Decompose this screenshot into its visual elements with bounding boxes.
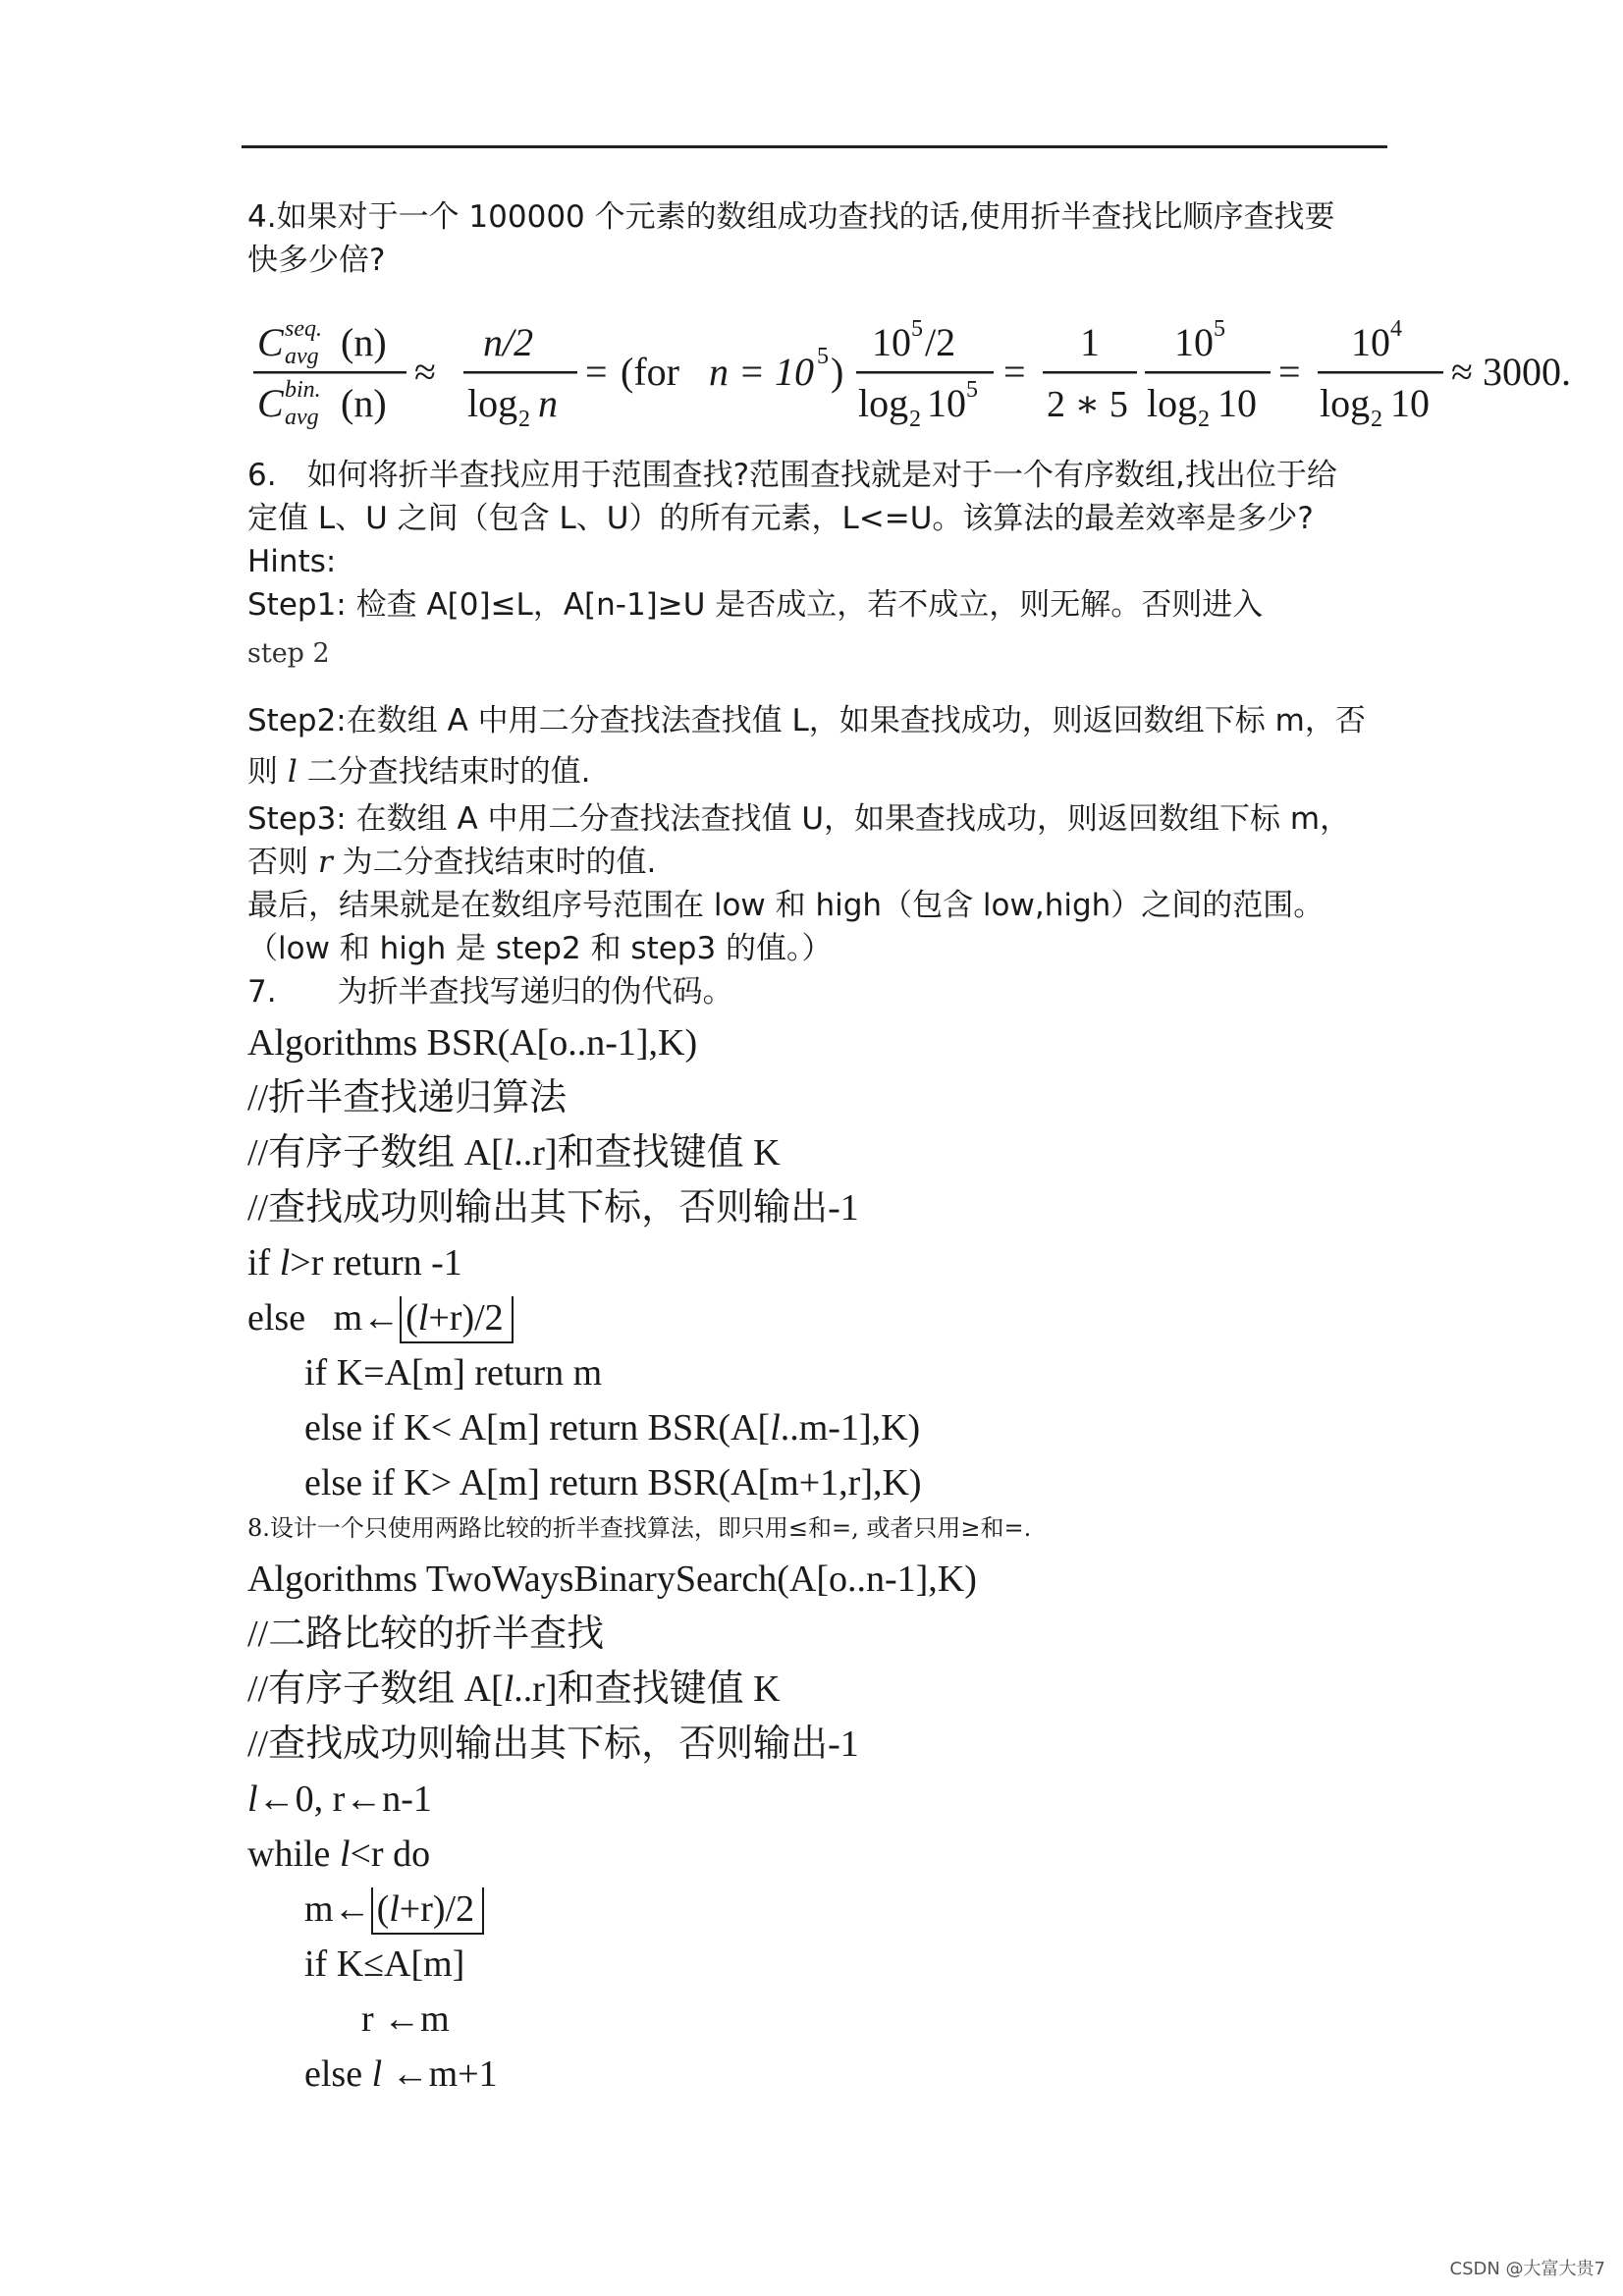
q8-while-l: l	[339, 1833, 351, 1875]
q8-else-pre: else	[304, 2053, 372, 2095]
ten-4: 10	[1217, 381, 1257, 425]
q6-step2b	[247, 746, 1386, 797]
q7-algo: Algorithms BSR(A[o..n-1],K)	[247, 1022, 698, 1064]
q8-m-assign	[247, 1882, 1386, 1937]
q6-line1: 6. 如何将折半查找应用于范围查找?范围查找就是对于一个有序数组,找出位于给	[247, 458, 1337, 493]
log-3: log	[1147, 381, 1198, 425]
two-times-five: 2 ∗ 5	[1047, 384, 1128, 425]
q8-r-assign: r ←m	[361, 1998, 450, 2040]
q7-pseudocode	[247, 1015, 1386, 1510]
q6-hints: Hints:	[247, 544, 337, 579]
q6-step1: Step1: 检查 A[0]≤L，A[n-1]≥U 是否成立，若不成立，则无解。否则进入	[247, 587, 1264, 623]
q6-step2b-pre: 则	[247, 754, 288, 790]
q8-else	[247, 2047, 1386, 2102]
q8-init-l: l	[247, 1778, 258, 1820]
close-paren: )	[831, 350, 844, 394]
equals-3: =	[1278, 350, 1301, 394]
exp-5: 5	[817, 344, 829, 369]
q8-comment1: //二路比较的折半查找	[247, 1613, 605, 1655]
log-base-4: 2	[1371, 407, 1382, 432]
q6-step3b-pre: 否则	[247, 845, 318, 880]
ten-6: 10	[1390, 381, 1430, 425]
q7-title: 7. 为折半查找写递归的伪代码。	[247, 974, 733, 1010]
avg-subscript-2: avg	[285, 405, 319, 430]
q4-line1: 4.如果对于一个 100000 个元素的数组成功查找的话,使用折半查找比顺序查找要	[247, 199, 1335, 235]
log-arg-n: n	[538, 381, 558, 425]
floor-bracket	[400, 1296, 514, 1343]
n-over-2: n/2	[483, 320, 534, 364]
q7-if-pre: if	[247, 1242, 280, 1284]
exp-5-c: 5	[966, 377, 978, 403]
q8-algo: Algorithms TwoWaysBinarySearch(A[o..n-1],K)	[247, 1558, 977, 1600]
speedup-formula	[245, 306, 1610, 434]
log-2: log	[858, 381, 909, 425]
svg-text:C	[257, 320, 285, 364]
c-symbol: C	[257, 320, 284, 364]
q7-if-l: l	[279, 1242, 291, 1284]
ten-2: 10	[927, 381, 966, 425]
q6-step3: Step3: 在数组 A 中用二分查找法查找值 U，如果查找成功，则返回数组下标 m，	[247, 801, 1351, 837]
over-2: /2	[925, 320, 956, 364]
q8-else-l: l	[371, 2053, 383, 2095]
exp-5-d: 5	[1214, 316, 1225, 342]
q8-floor-post: +r)/2	[399, 1888, 475, 1930]
ten-1: 10	[872, 320, 911, 364]
one: 1	[1080, 320, 1100, 364]
q8-comment3: //查找成功则输出其下标，否则输出-1	[247, 1723, 859, 1765]
avg-subscript: avg	[285, 344, 319, 369]
q7-comment1: //折半查找递归算法	[247, 1077, 568, 1119]
question-6	[247, 454, 1386, 1013]
n-argument-2: (n)	[341, 381, 387, 425]
seq-superscript: seq.	[285, 316, 322, 342]
q8-else-post: ←m+1	[382, 2053, 498, 2095]
exp-4: 4	[1390, 316, 1402, 342]
q7-elif1-pre: else if K< A[m] return BSR(A[	[304, 1407, 771, 1449]
q6-line2: 定值 L、U 之间（包含 L、U）的所有元素，L<=U。该算法的最差效率是多少?	[247, 501, 1314, 536]
bin-superscript: bin.	[285, 377, 321, 403]
floor-bracket-2	[371, 1887, 485, 1935]
csdn-watermark: CSDN @大富大贵7	[1449, 2259, 1605, 2279]
for-text: (for	[621, 350, 679, 394]
q6-final2: （low 和 high 是 step2 和 step3 的值。）	[247, 931, 833, 966]
equals-2: =	[1003, 350, 1026, 394]
c-symbol-2: C	[257, 381, 284, 425]
q8-pseudocode	[247, 1552, 1386, 2102]
q7-else	[247, 1290, 1386, 1345]
q7-floor-open: (	[406, 1297, 418, 1339]
q7-if	[247, 1235, 1386, 1290]
q6-step3b-post: 为二分查找结束时的值.	[332, 845, 657, 880]
equals-1: =	[585, 350, 608, 394]
q7-c2-pre: //有序子数组 A[	[247, 1132, 504, 1174]
q7-elif1-post: ..m-1],K)	[780, 1407, 921, 1449]
q8-init-post: ←0, r←n-1	[257, 1778, 432, 1820]
approx-sign: ≈	[414, 350, 436, 394]
q7-comment2	[247, 1125, 1386, 1180]
q7-c2-post: ..r]和查找键值 K	[514, 1132, 781, 1174]
q7-c2-l: l	[503, 1132, 514, 1174]
q8-comment2	[247, 1662, 1386, 1717]
q7-else-pre: else m←	[247, 1297, 401, 1339]
q8-c2-post: ..r]和查找键值 K	[514, 1668, 781, 1710]
header-rule	[242, 145, 1387, 148]
log-base-2: 2	[909, 407, 921, 432]
log-4: log	[1320, 381, 1371, 425]
q7-comment3: //查找成功则输出其下标，否则输出-1	[247, 1187, 859, 1229]
q7-floor-l: l	[417, 1297, 429, 1339]
q8-while	[247, 1827, 1386, 1882]
q6-step3b	[247, 841, 1386, 884]
q8-m-pre: m←	[304, 1888, 371, 1930]
q6-final1: 最后，结果就是在数组序号范围在 low 和 high（包含 low,high）之间的范围。	[247, 888, 1325, 923]
q8-c2-l: l	[503, 1668, 514, 1710]
q8-floor-open: (	[376, 1888, 390, 1930]
q8-c2-pre: //有序子数组 A[	[247, 1668, 504, 1710]
q8-init	[247, 1772, 1386, 1827]
q8-floor-l: l	[389, 1888, 400, 1930]
log-1: log	[467, 381, 518, 425]
q6-step2b-l: l	[287, 754, 298, 790]
q7-floor-post: +r)/2	[428, 1297, 504, 1339]
q6-step2b-post: 二分查找结束时的值.	[297, 754, 591, 790]
q7-elif1-l: l	[770, 1407, 781, 1449]
ten-3: 10	[1174, 320, 1214, 364]
q8-while-post: <r do	[350, 1833, 431, 1875]
q6-step1b: step 2	[247, 638, 330, 669]
n-equals: n = 10	[709, 350, 814, 394]
q7-elif1	[247, 1400, 1386, 1455]
q8-while-pre: while	[247, 1833, 340, 1875]
q6-step2: Step2:在数组 A 中用二分查找法查找值 L，如果查找成功，则返回数组下标 m，否	[247, 703, 1366, 738]
exp-5-b: 5	[911, 316, 923, 342]
q6-step3b-r: r	[317, 845, 333, 880]
n-argument: (n)	[341, 320, 387, 364]
log-base-1: 2	[518, 407, 530, 432]
ten-5: 10	[1351, 320, 1390, 364]
log-base-3: 2	[1198, 407, 1210, 432]
question-4	[247, 195, 1386, 282]
q8-if-k: if K≤A[m]	[304, 1943, 465, 1985]
q7-elif2: else if K> A[m] return BSR(A[m+1,r],K)	[304, 1462, 922, 1503]
result: ≈ 3000.	[1451, 350, 1571, 394]
q4-line2: 快多少倍?	[247, 243, 386, 278]
q8-title: 8.设计一个只使用两路比较的折半查找算法，即只用≤和=, 或者只用≥和=.	[247, 1514, 1032, 1542]
q7-if-post: >r return -1	[290, 1242, 462, 1284]
q7-if-k: if K=A[m] return m	[304, 1352, 603, 1394]
